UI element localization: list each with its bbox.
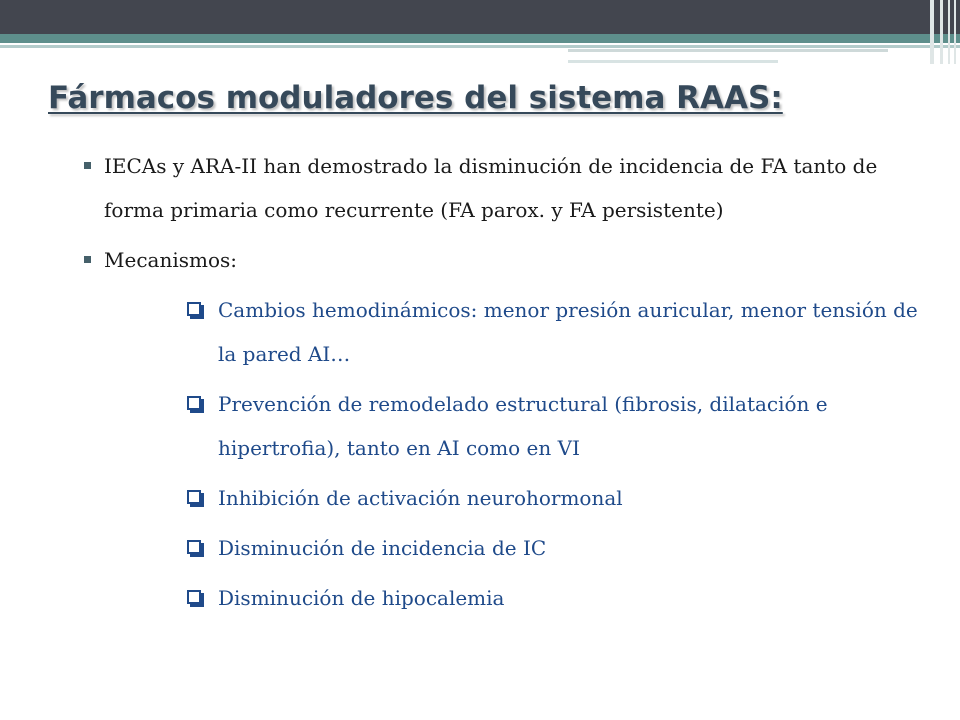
header-dark-band xyxy=(0,0,960,34)
slide-title: Fármacos moduladores del sistema RAAS: xyxy=(48,80,783,116)
sub-bullet-text: Cambios hemodinámicos: menor presión auricular, menor tensión de la pared AI… xyxy=(218,298,918,366)
sub-bullet-text: Disminución de incidencia de IC xyxy=(218,536,547,560)
checkbox-bullet-icon xyxy=(182,382,218,426)
checkbox-bullet-icon xyxy=(182,526,218,570)
header-teal-band xyxy=(0,34,960,43)
checkbox-bullet-icon xyxy=(182,576,218,620)
bullet-text: Mecanismos: xyxy=(104,248,237,272)
sub-bullet-item xyxy=(182,476,932,520)
checkbox-bullet-icon xyxy=(182,288,218,332)
header-accent-line-short xyxy=(568,49,888,52)
decorative-vertical-bar xyxy=(948,0,950,64)
sub-bullet-item xyxy=(182,382,932,470)
bullet-item xyxy=(72,238,932,282)
square-bullet-icon xyxy=(72,144,104,188)
sub-bullet-text: Prevención de remodelado estructural (fibrosis, dilatación e hipertrofia), tanto en AI como en VI xyxy=(218,392,828,460)
checkbox-bullet-icon xyxy=(182,476,218,520)
header-accent-line xyxy=(0,45,960,48)
sub-bullet-item xyxy=(182,526,932,570)
sub-bullet-text: Inhibición de activación neurohormonal xyxy=(218,486,623,510)
header-accent-line-shorter xyxy=(568,60,778,63)
square-bullet-icon xyxy=(72,238,104,282)
sub-bullet-text: Disminución de hipocalemia xyxy=(218,586,505,610)
bullet-item xyxy=(72,144,932,232)
slide-content xyxy=(72,144,932,626)
sub-bullet-item xyxy=(182,288,932,376)
decorative-vertical-bar xyxy=(954,0,956,64)
bullet-text: IECAs y ARA-II han demostrado la disminución de incidencia de FA tanto de forma primaria como recurrente (FA parox. y FA persistente) xyxy=(104,154,878,222)
decorative-vertical-bar xyxy=(940,0,943,64)
decorative-vertical-bar xyxy=(930,0,934,64)
sub-bullet-item xyxy=(182,576,932,620)
